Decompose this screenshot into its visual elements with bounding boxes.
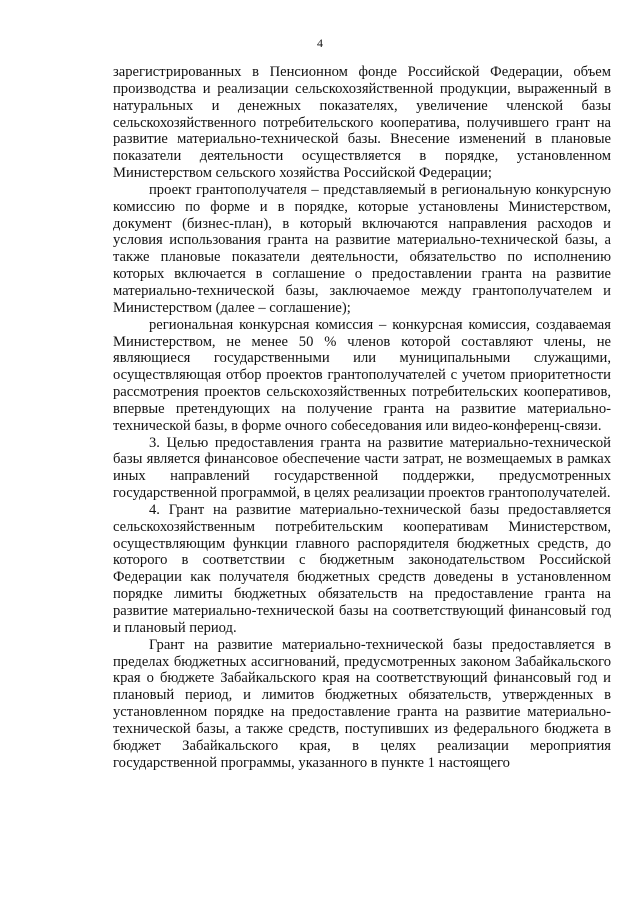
paragraph-commission-definition: региональная конкурсная комиссия – конкурсная комиссия, создаваемая Министерством, не менее 50 % членов которой составляют члены, не являющиеся государственными или муниципальными служащими, осуществляющая отбор проектов грантополучателей с учетом приоритетности рассмотрения проектов сельскохозяйственных потребительских кооперативов, впервые претендующих на получение гранта на развитие материально-технической базы, в форме очного собеседования или видео-конференц-связи. xyxy=(113,316,611,434)
document-body xyxy=(113,64,611,771)
paragraph-item-4-provision: 4. Грант на развитие материально-технической базы предоставляется сельскохозяйственным потребительским кооперативам Министерством, осуществляющим функции главного распорядителя бюджетных средств, до которого в соответствии с бюджетным законодательством Российской Федерации как получателя бюджетных средств доведены в установленном порядке лимиты бюджетных обязательств на предоставление гранта на развитие материально-технической базы на соответствующий финансовый год и плановый период. xyxy=(113,501,611,636)
paragraph-project-definition: проект грантополучателя – представляемый в региональную конкурсную комиссию по форме и в порядке, которые установлены Министерством, документ (бизнес-план), в который включаются направления расходов и условия использования гранта на развитие материально-технической базы, а также плановые показатели деятельности, обязательство по исполнению которых включается в соглашение о предоставлении гранта на развитие материально-технической базы, заключаемое между грантополучателем и Министерством (далее – соглашение); xyxy=(113,181,611,316)
paragraph-criteria-continuation: зарегистрированных в Пенсионном фонде Российской Федерации, объем производства и реализации сельскохозяйственной продукции, выраженный в натуральных и денежных показателях, увеличение членской базы сельскохозяйственного потребительского кооператива, получившего грант на развитие материально-технической базы. Внесение изменений в плановые показатели деятельности осуществляется в порядке, установленном Министерством сельского хозяйства Российской Федерации; xyxy=(113,64,611,182)
paragraph-budget-limits: Грант на развитие материально-технической базы предоставляется в пределах бюджетных ассигнований, предусмотренных законом Забайкальского края о бюджете Забайкальского края на соответствующий финансовый год и плановый период, и лимитов бюджетных обязательств, утвержденных в установленном порядке на предоставление гранта на развитие материально-технической базы, а также средств, поступивших из федерального бюджета в бюджет Забайкальского края, в целях реализации мероприятия государственной программы, указанного в пункте 1 настоящего xyxy=(113,636,611,771)
page-number: 4 xyxy=(317,36,323,50)
paragraph-item-3-purpose: 3. Целью предоставления гранта на развитие материально-технической базы является финансовое обеспечение части затрат, не возмещаемых в рамках иных направлений государственной поддержки, предусмотренных государственной программой, в целях реализации проектов грантополучателей. xyxy=(113,434,611,502)
